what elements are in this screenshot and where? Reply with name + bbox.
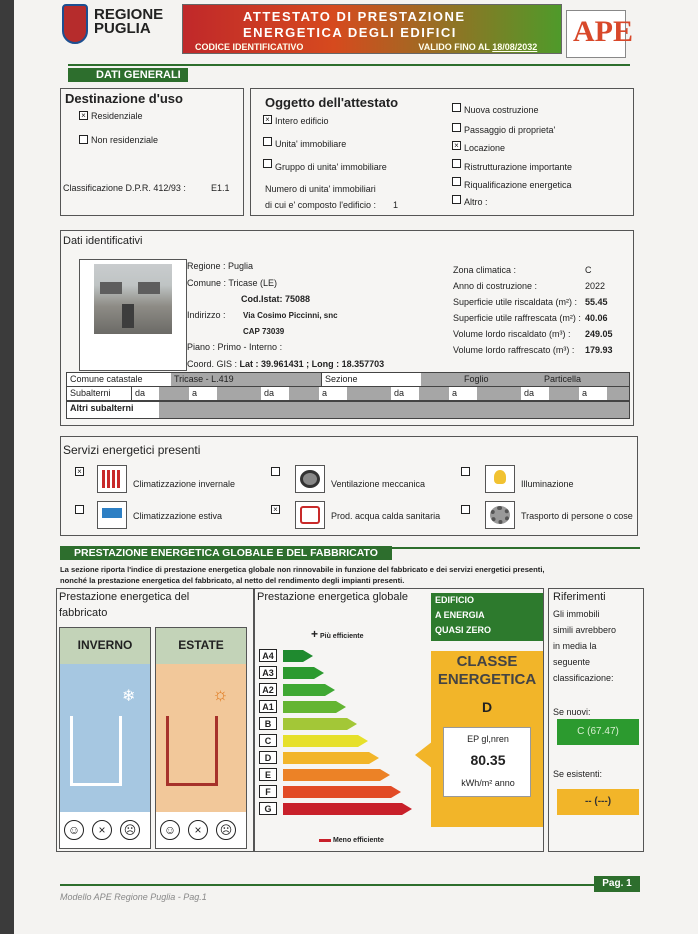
indirizzo-label: Indirizzo : (187, 310, 226, 320)
numero-unita-label: Numero di unita' immobiliari (265, 184, 376, 194)
comune-catastale-label: Comune catastale (70, 374, 143, 384)
regione-value: Puglia (228, 261, 254, 271)
unita-immobiliare-checkbox[interactable] (263, 137, 272, 146)
fabbricato-title-1: Prestazione energetica del (59, 591, 190, 603)
smile-happy-icon: ☺ (64, 820, 84, 840)
gear-icon (485, 501, 515, 529)
unita-immobiliare-label: Unita' immobiliare (275, 139, 347, 149)
ep-unit: kWh/m² anno (461, 778, 515, 788)
zona-label: Zona climatica : (453, 265, 517, 275)
sub-da-3: da (394, 388, 405, 398)
locazione-checkbox[interactable]: × (452, 141, 461, 150)
sup-risc-value: 55.45 (585, 297, 608, 307)
servizi-title: Servizi energetici presenti (63, 443, 201, 457)
footer-page: Pag. 1 (594, 876, 640, 892)
energy-class-label: D (259, 751, 277, 764)
region-name-line2: PUGLIA (94, 20, 151, 37)
anno-value: 2022 (585, 281, 606, 291)
locazione-label: Locazione (464, 143, 506, 153)
energy-class-row (259, 785, 439, 800)
air-conditioner-icon (97, 501, 127, 529)
energy-class-row (259, 700, 439, 715)
composto-value: 1 (393, 200, 399, 210)
ventilazione-checkbox[interactable] (271, 467, 280, 476)
riferimenti-text-4: seguente (553, 657, 591, 667)
energy-class-bar (283, 786, 391, 798)
acqua-calda-label: Prod. acqua calda sanitaria (331, 511, 441, 521)
energy-class-label: A1 (259, 700, 277, 713)
sub-a-4: a (582, 388, 588, 398)
altri-subalterni-row (66, 401, 630, 419)
nzeb-line2: A ENERGIA (435, 610, 485, 620)
energy-class-row (259, 802, 439, 817)
sub-a-2: a (322, 388, 328, 398)
lightbulb-icon (485, 465, 515, 493)
energy-class-label: A3 (259, 666, 277, 679)
subalterni-label: Subalterni (70, 388, 111, 398)
identificativi-title: Dati identificativi (63, 235, 143, 247)
gruppo-checkbox[interactable] (263, 159, 272, 168)
istat-label: Cod.Istat: (241, 294, 283, 304)
energy-class-label: A4 (259, 649, 277, 662)
istat-value: 75088 (285, 294, 311, 304)
estate-image (156, 664, 246, 812)
vol-raff-label: Volume lordo raffrescato (m³) : (453, 345, 575, 355)
riferimenti-text-1: Gli immobili (553, 609, 600, 619)
catasto-comune-row (66, 372, 630, 387)
energy-class-bar (283, 667, 314, 679)
riferimenti-title: Riferimenti (553, 591, 606, 603)
piano-label: Piano : (187, 342, 216, 352)
cap-label: CAP (243, 327, 260, 336)
footer-model: Modello APE Regione Puglia - Pag.1 (60, 892, 207, 902)
comune-catastale-value: Tricase - L.419 (171, 373, 321, 386)
validity-date: 18/08/2032 (492, 42, 538, 52)
riferimenti-box (548, 588, 644, 852)
regione-label: Regione : (187, 261, 226, 271)
sezione-label: Sezione (321, 373, 421, 386)
ape-logo (566, 10, 633, 58)
nzeb-line3: QUASI ZERO (435, 625, 492, 635)
ape-logo-text: APE (573, 15, 633, 48)
nuovi-label: Se nuovi: (553, 707, 591, 717)
energy-class-label: A2 (259, 683, 277, 696)
clima-invernale-checkbox[interactable]: × (75, 467, 84, 476)
inverno-image (60, 664, 150, 812)
passaggio-label: Passaggio di proprieta' (464, 125, 556, 135)
cap-value: 73039 (261, 327, 285, 336)
smile-neutral-icon: × (92, 820, 112, 840)
altro-checkbox[interactable] (452, 195, 461, 204)
nuova-costruzione-label: Nuova costruzione (464, 105, 539, 115)
inverno-panel (59, 627, 151, 849)
anno-label: Anno di costruzione : (453, 281, 538, 291)
riferimenti-text-5: classificazione: (553, 673, 614, 683)
ristrutturazione-checkbox[interactable] (452, 159, 461, 168)
nuova-costruzione-checkbox[interactable] (452, 103, 461, 112)
prestazione-intro-1: La sezione riporta l'indice di prestazione energetica globale non rinnovabile in funzione del fabbricato e dei servizi energetici presenti, (60, 565, 545, 574)
clima-invernale-label: Climatizzazione invernale (133, 479, 236, 489)
zona-value: C (585, 265, 592, 275)
servizi-box (60, 436, 638, 536)
dati-generali-bar: DATI GENERALI (68, 68, 188, 82)
vol-risc-value: 249.05 (585, 329, 613, 339)
comune-value: Tricase (LE) (228, 278, 278, 288)
riferimenti-text-2: simili avrebbero (553, 625, 617, 635)
class-pointer-arrow (415, 741, 433, 769)
energy-class-row (259, 649, 439, 664)
esistenti-value: -- (---) (557, 789, 639, 815)
gruppo-label: Gruppo di unita' immobiliare (275, 162, 387, 172)
non-residenziale-checkbox[interactable] (79, 135, 88, 144)
fabbricato-title-2: fabbricato (59, 607, 108, 619)
energy-class-label: E (259, 768, 277, 781)
estate-label: ESTATE (156, 628, 246, 664)
energy-class-bar (283, 752, 369, 764)
ep-label: EP gl,nren (467, 734, 509, 744)
sub-a-3: a (452, 388, 458, 398)
intero-edificio-label: Intero edificio (275, 116, 329, 126)
house-icon-warm (166, 716, 218, 786)
altri-subalterni-label: Altri subalterni (70, 403, 134, 413)
energy-class-row (259, 717, 439, 732)
riferimenti-text-3: in media la (553, 641, 597, 651)
globale-title: Prestazione energetica globale (257, 591, 409, 603)
smile-happy-icon: ☺ (160, 820, 180, 840)
energy-class-row (259, 666, 439, 681)
vol-risc-label: Volume lordo riscaldato (m³) : (453, 329, 571, 339)
sup-raff-value: 40.06 (585, 313, 608, 323)
destinazione-box (60, 88, 244, 216)
prestazione-bar: PRESTAZIONE ENERGETICA GLOBALE E DEL FABBRICATO (60, 546, 392, 560)
energy-class-row (259, 768, 439, 783)
validity-label: VALIDO FINO AL (418, 42, 490, 52)
region-name-line1: REGIONE (94, 6, 164, 23)
trasporto-checkbox[interactable] (461, 505, 470, 514)
illuminazione-checkbox[interactable] (461, 467, 470, 476)
energy-class-label: F (259, 785, 277, 798)
subalterni-row (66, 386, 630, 401)
passaggio-checkbox[interactable] (452, 123, 461, 132)
footer-rule (60, 884, 626, 886)
smile-neutral-icon: × (188, 820, 208, 840)
codice-label: CODICE IDENTIFICATIVO (195, 42, 304, 52)
motivo-box (446, 88, 634, 216)
vol-raff-value: 179.93 (585, 345, 613, 355)
trasporto-label: Trasporto di persone o cose (521, 511, 633, 521)
globale-box (254, 588, 544, 852)
residenziale-checkbox[interactable]: × (79, 111, 88, 120)
nuovi-value: C (67.47) (557, 719, 639, 745)
energy-class-label: B (259, 717, 277, 730)
regione-crest-icon (62, 4, 88, 44)
hot-water-tap-icon (295, 501, 325, 529)
energy-class-row (259, 751, 439, 766)
meno-efficiente-label: Meno efficiente (319, 837, 384, 844)
house-icon-cold (70, 716, 122, 786)
building-photo (94, 264, 172, 334)
energy-class-bar (283, 718, 347, 730)
gis-label: Coord. GIS : (187, 359, 238, 369)
non-residenziale-label: Non residenziale (91, 135, 159, 145)
ep-value-box (443, 727, 531, 797)
fabbricato-box (56, 588, 254, 852)
energy-class-bar (283, 650, 303, 662)
altro-label: Altro : (464, 197, 488, 207)
ape-document-page (14, 0, 698, 934)
dati-generali-rule (68, 64, 630, 66)
classificazione-label: Classificazione D.P.R. 412/93 : (63, 183, 186, 193)
smile-sad-icon: ☹ (216, 820, 236, 840)
title-line2: ENERGETICA DEGLI EDIFICI (243, 25, 457, 40)
intero-edificio-checkbox[interactable]: × (263, 115, 272, 124)
nzeb-line1: EDIFICIO (435, 595, 475, 605)
sun-icon: ☼ (212, 684, 229, 704)
riqualificazione-label: Riqualificazione energetica (464, 180, 572, 190)
piu-efficiente-label: + Più efficiente (311, 627, 364, 641)
energy-class-label: G (259, 802, 277, 815)
inverno-label: INVERNO (60, 628, 150, 664)
esistenti-label: Se esistenti: (553, 769, 603, 779)
classificazione-value: E1.1 (211, 183, 230, 193)
oggetto-box (250, 88, 446, 216)
energy-class-bar (283, 701, 336, 713)
composto-label: di cui e' composto l'edificio : (265, 200, 376, 210)
snowflake-icon: ❄ (122, 688, 136, 705)
energy-class-scale (259, 649, 439, 829)
classe-label-2: ENERGETICA (437, 671, 537, 688)
energy-class-row (259, 683, 439, 698)
regione-puglia-logo (62, 2, 172, 46)
riqualificazione-checkbox[interactable] (452, 177, 461, 186)
smile-sad-icon: ☹ (120, 820, 140, 840)
ep-value: 80.35 (470, 752, 506, 768)
indirizzo-value: Via Cosimo Piccinni, snc (243, 311, 338, 320)
acqua-calda-checkbox[interactable]: × (271, 505, 280, 514)
sub-da-4: da (524, 388, 535, 398)
nzeb-badge (431, 593, 543, 641)
classe-label-1: CLASSE (456, 653, 518, 670)
code-validity-line (195, 42, 537, 52)
radiator-icon (97, 465, 127, 493)
sup-risc-label: Superficie utile riscaldata (m²) : (453, 297, 578, 307)
destinazione-title: Destinazione d'uso (65, 91, 183, 106)
building-photo-frame (79, 259, 187, 371)
clima-estiva-checkbox[interactable] (75, 505, 84, 514)
oggetto-title: Oggetto dell'attestato (265, 95, 399, 110)
illuminazione-label: Illuminazione (521, 479, 574, 489)
fan-icon (295, 465, 325, 493)
energy-class-bar (283, 735, 358, 747)
clima-estiva-label: Climatizzazione estiva (133, 511, 223, 521)
estate-panel (155, 627, 247, 849)
foglio-label: Foglio (461, 373, 541, 386)
energy-class-bar (283, 769, 380, 781)
comune-label: Comune : (187, 278, 227, 288)
piano-value: Primo - Interno : (217, 342, 283, 352)
sub-da-1: da (131, 387, 159, 400)
energy-class-row (259, 734, 439, 749)
classe-value: D (481, 699, 493, 715)
title-line1: ATTESTATO DI PRESTAZIONE (243, 9, 466, 24)
ristrutturazione-label: Ristrutturazione importante (464, 162, 573, 172)
gis-value: Lat : 39.961431 ; Long : 18.357703 (239, 359, 385, 369)
residenziale-label: Residenziale (91, 111, 143, 121)
energy-class-bar (283, 803, 402, 815)
sub-da-2: da (264, 388, 275, 398)
energy-class-label: C (259, 734, 277, 747)
particella-label: Particella (541, 373, 629, 386)
ventilazione-label: Ventilazione meccanica (331, 479, 426, 489)
classe-energetica-panel (431, 651, 543, 827)
sub-a-1: a (192, 388, 198, 398)
energy-class-bar (283, 684, 325, 696)
prestazione-intro-2: nonché la prestazione energetica del fabbricato, al netto del rendimento degli impianti presenti. (60, 576, 405, 585)
header-banner (182, 4, 562, 54)
sup-raff-label: Superficie utile raffrescata (m²) : (453, 313, 581, 323)
